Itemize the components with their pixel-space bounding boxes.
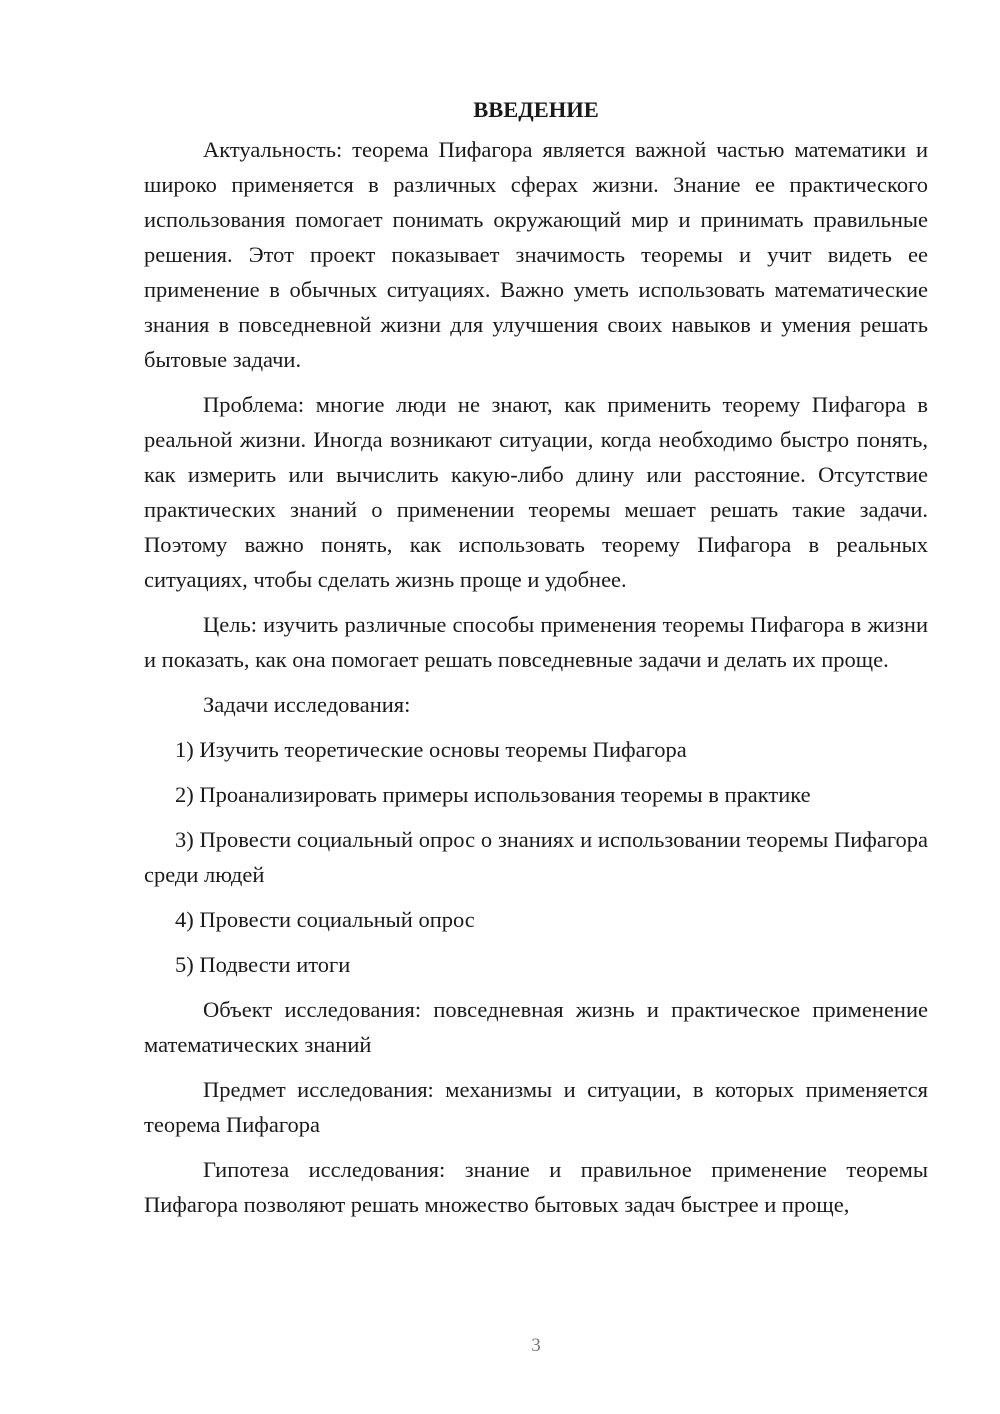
- page-number: 3: [531, 1335, 541, 1356]
- document-page: [144, 92, 928, 1232]
- task-item-3: 3) Провести социальный опрос о знаниях и использовании теоремы Пифагора среди людей: [144, 827, 928, 887]
- paragraph-problem: Проблема: многие люди не знают, как применить теорему Пифагора в реальной жизни. Иногда возникают ситуации, когда необходимо быстро понять, как измерить или вычислить какую-либо длину или расстояние. Отсутствие практических знаний о применении теоремы мешает решать такие задачи. Поэтому важно понять, как использовать теорему Пифагора в реальных ситуациях, чтобы сделать жизнь проще и удобнее.: [144, 392, 928, 592]
- task-item-2: 2) Проанализировать примеры использования теоремы в практике: [175, 782, 811, 807]
- paragraph-hypothesis: Гипотеза исследования: знание и правильное применение теоремы Пифагора позволяют решать множество бытовых задач быстрее и проще,: [144, 1157, 928, 1217]
- tasks-heading: Задачи исследования:: [203, 692, 411, 717]
- task-item-5: 5) Подвести итоги: [175, 952, 351, 977]
- paragraph-subject: Предмет исследования: механизмы и ситуации, в которых применяется теорема Пифагора: [144, 1077, 928, 1137]
- task-item-1: 1) Изучить теоретические основы теоремы Пифагора: [175, 737, 687, 762]
- page-title: ВВЕДЕНИЕ: [473, 97, 599, 122]
- paragraph-goal: Цель: изучить различные способы применения теоремы Пифагора в жизни и показать, как она помогает решать повседневные задачи и делать их проще.: [144, 612, 928, 672]
- paragraph-relevance: Актуальность: теорема Пифагора является важной частью математики и широко применяется в различных сферах жизни. Знание ее практического использования помогает понимать окружающий мир и принимать правильные решения. Этот проект показывает значимость теоремы и учит видеть ее применение в обычных ситуациях. Важно уметь использовать математические знания в повседневной жизни для улучшения своих навыков и умения решать бытовые задачи.: [144, 137, 928, 372]
- task-item-4: 4) Провести социальный опрос: [175, 907, 475, 932]
- paragraph-object: Объект исследования: повседневная жизнь и практическое применение математических знаний: [144, 997, 928, 1057]
